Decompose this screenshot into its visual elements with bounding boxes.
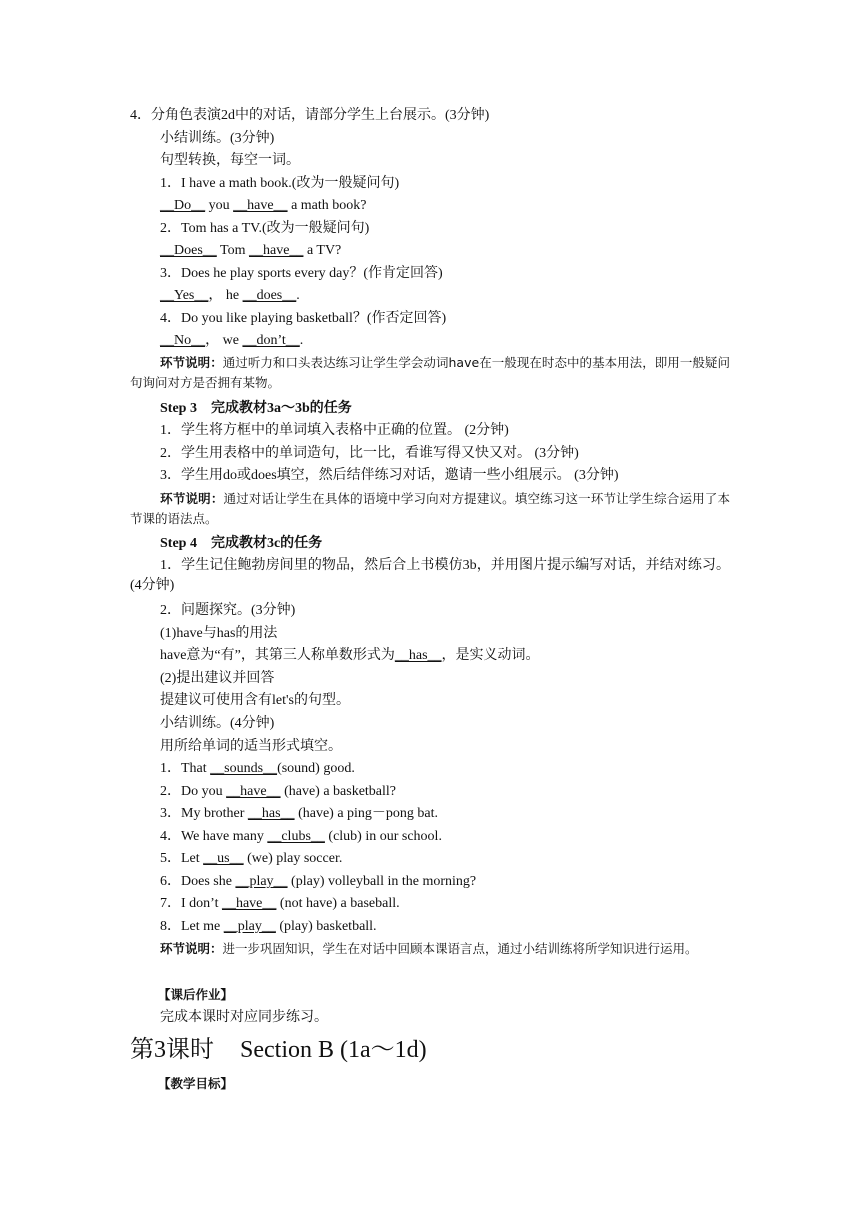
step-3-item-3: 3．学生用do或does填空，然后结伴练习对话，邀请一些小组展示。 (3分钟) xyxy=(160,468,619,483)
answer-text: a TV? xyxy=(303,243,342,258)
exercise-answer-2 xyxy=(160,241,341,261)
fill-blank: __play__ xyxy=(235,874,288,889)
answer-text: ，是实义动词。 xyxy=(441,648,540,663)
fill-text: 3．My brother xyxy=(160,806,248,821)
fill-item-3 xyxy=(160,804,438,824)
fill-text: 6．Does she xyxy=(160,874,236,889)
answer-blank: __has__ xyxy=(394,648,442,663)
step-4-item-1 xyxy=(130,556,730,596)
answer-text: ， we xyxy=(205,333,243,348)
section-note-1 xyxy=(130,353,730,393)
fill-blank: __clubs__ xyxy=(267,829,325,844)
fill-text: (play) basketball. xyxy=(275,919,377,934)
fill-item-4 xyxy=(160,827,442,847)
fill-item-8 xyxy=(160,917,377,937)
fill-blank: __have__ xyxy=(221,896,277,911)
fill-instruction: 用所给单词的适当形式填空。 xyxy=(160,739,342,754)
step-4-item-2: 2．问题探究。(3分钟) xyxy=(160,603,296,618)
summary-training-title: 小结训练。(3分钟) xyxy=(160,131,275,146)
answer-text: have意为“有”，其第三人称单数形式为 xyxy=(160,648,395,663)
fill-item-2 xyxy=(160,782,396,802)
fill-text: (sound) good. xyxy=(277,761,355,776)
step-3-item-1: 1．学生将方框中的单词填入表格中正确的位置。 (2分钟) xyxy=(160,423,509,438)
step-3-heading: Step 3 完成教材3a～3b的任务 xyxy=(160,401,352,416)
homework-heading: 【课后作业】 xyxy=(158,987,234,1002)
answer-blank: __Do__ xyxy=(160,198,206,213)
grammar-point-1-text xyxy=(160,646,540,666)
fill-text: (club) in our school. xyxy=(324,829,442,844)
fill-blank: __play__ xyxy=(223,919,276,934)
answer-blank: __have__ xyxy=(233,198,288,213)
answer-blank: __does__ xyxy=(242,288,297,303)
answer-text: . xyxy=(299,333,304,348)
answer-text: . xyxy=(296,288,300,303)
step-4-item-1-text: 1．学生记住鲍勃房间里的物品，然后合上书模仿3b，并用图片提示编写对话，并结对练习。(4分钟) xyxy=(130,558,730,593)
answer-text: a math book? xyxy=(287,198,367,213)
section-note-3 xyxy=(130,939,730,959)
answer-blank: __Does__ xyxy=(160,243,217,258)
note-label: 环节说明： xyxy=(160,941,223,956)
fill-blank: __us__ xyxy=(203,851,244,866)
answer-blank: __No__ xyxy=(160,333,206,348)
exercise-answer-4 xyxy=(160,331,303,351)
fill-item-5 xyxy=(160,849,342,869)
lesson-heading xyxy=(130,1034,427,1066)
exercise-answer-1 xyxy=(160,196,366,216)
lesson-number: 第3课时 xyxy=(130,1037,214,1063)
teaching-goals-heading: 【教学目标】 xyxy=(158,1076,234,1091)
answer-text: ， he xyxy=(208,288,243,303)
exercise-question-3: 3．Does he play sports every day？(作肯定回答) xyxy=(160,266,443,281)
exercise-instruction: 句型转换，每空一词。 xyxy=(160,153,300,168)
fill-text: (we) play soccer. xyxy=(243,851,343,866)
grammar-point-1: (1)have与has的用法 xyxy=(160,626,278,641)
fill-text: 1．That xyxy=(160,761,211,776)
fill-text: (have) a ping－pong bat. xyxy=(294,806,439,821)
fill-text: (not have) a baseball. xyxy=(276,896,400,911)
exercise-question-1: 1．I have a math book.(改为一般疑问句) xyxy=(160,176,400,191)
step-item-4: 4．分角色表演2d中的对话，请部分学生上台展示。(3分钟) xyxy=(130,108,490,123)
fill-text: (have) a basketball? xyxy=(280,784,397,799)
fill-blank: __have__ xyxy=(226,784,281,799)
answer-text: you xyxy=(205,198,234,213)
fill-blank: __sounds__ xyxy=(210,761,278,776)
fill-text: 5．Let xyxy=(160,851,204,866)
fill-item-7 xyxy=(160,894,400,914)
fill-item-1 xyxy=(160,759,355,779)
exercise-answer-3 xyxy=(160,286,300,306)
note-label: 环节说明： xyxy=(160,491,224,506)
note-label: 环节说明： xyxy=(160,355,223,370)
summary-training-title-2: 小结训练。(4分钟) xyxy=(160,716,275,731)
exercise-question-4: 4．Do you like playing basketball？(作否定回答) xyxy=(160,311,447,326)
answer-blank: __don’t__ xyxy=(242,333,300,348)
fill-text: 8．Let me xyxy=(160,919,224,934)
grammar-point-2: (2)提出建议并回答 xyxy=(160,671,275,686)
fill-text: (play) volleyball in the morning? xyxy=(287,874,477,889)
section-note-2 xyxy=(130,489,730,529)
fill-blank: __has__ xyxy=(247,806,295,821)
answer-blank: __have__ xyxy=(249,243,304,258)
note-text: 通过听力和口头表达练习让学生学会动词have在一般现在时态中的基本用法，即用一般疑问句询问对方是否拥有某物。 xyxy=(130,355,730,390)
fill-text: 2．Do you xyxy=(160,784,227,799)
exercise-question-2: 2．Tom has a TV.(改为一般疑问句) xyxy=(160,221,370,236)
grammar-point-2-text: 提建议可使用含有let's的句型。 xyxy=(160,693,350,708)
step-4-heading: Step 4 完成教材3c的任务 xyxy=(160,536,323,551)
note-text: 通过对话让学生在具体的语境中学习向对方提建议。填空练习这一环节让学生综合运用了本节课的语法点。 xyxy=(130,491,730,526)
fill-text: 7．I don’t xyxy=(160,896,222,911)
lesson-section: Section B (1a～1d) xyxy=(240,1037,427,1063)
fill-item-6 xyxy=(160,872,476,892)
note-text: 进一步巩固知识，学生在对话中回顾本课语言点，通过小结训练将所学知识进行运用。 xyxy=(222,941,698,956)
step-3-item-2: 2．学生用表格中的单词造句，比一比，看谁写得又快又对。 (3分钟) xyxy=(160,446,579,461)
fill-text: 4．We have many xyxy=(160,829,268,844)
answer-blank: __Yes__ xyxy=(160,288,209,303)
answer-text: Tom xyxy=(216,243,249,258)
homework-text: 完成本课时对应同步练习。 xyxy=(160,1010,328,1025)
